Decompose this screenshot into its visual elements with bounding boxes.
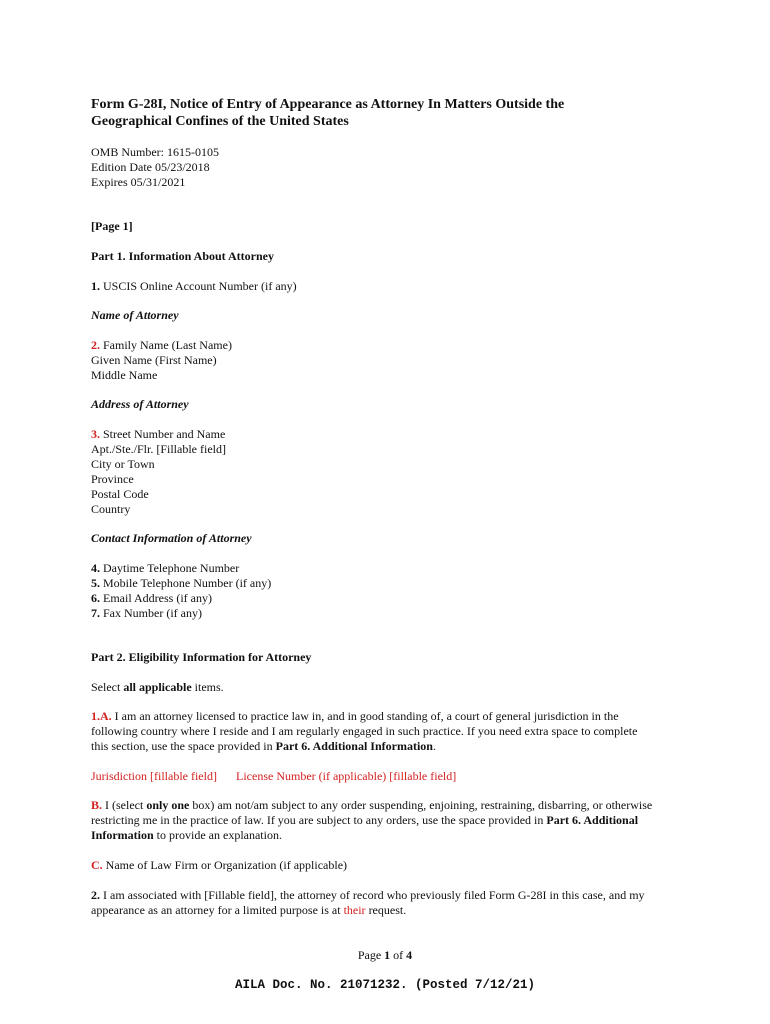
item-label: Email Address (if any) <box>100 591 212 605</box>
item-number: 7. <box>91 606 100 620</box>
part2-heading: Part 2. Eligibility Information for Attorney <box>91 650 312 664</box>
name-of-attorney-heading: Name of Attorney <box>91 308 179 322</box>
item5-mobile-phone[interactable] <box>91 576 271 591</box>
item1c-law-firm[interactable]: C. Name of Law Firm or Organization (if applicable) <box>91 858 348 872</box>
contact-information-heading: Contact Information of Attorney <box>91 531 252 545</box>
item1-online-account[interactable] <box>91 279 297 294</box>
item-number: 1. <box>91 279 100 293</box>
item-number: B. <box>91 798 103 812</box>
item-number: C. <box>91 858 103 872</box>
item-number: 2. <box>91 338 100 352</box>
item-label: Street Number and Name <box>100 427 226 441</box>
jurisdiction-field[interactable]: Jurisdiction [fillable field] <box>91 769 217 783</box>
item-label: Daytime Telephone Number <box>100 561 240 575</box>
item6-email[interactable] <box>91 591 212 606</box>
item7-fax[interactable] <box>91 606 202 621</box>
item1a-licensed-attorney[interactable]: 1.A. I am an attorney licensed to practice law in, and in good standing of, a court of general jurisdiction in the <box>91 709 619 723</box>
item1b-line-3: Information to provide an explanation. <box>91 828 282 842</box>
item-label: USCIS Online Account Number (if any) <box>100 279 297 293</box>
item1a-line-3: this section, use the space provided in Part 6. Additional Information. <box>91 739 436 753</box>
form-title-line-2: Geographical Confines of the United States <box>91 114 349 129</box>
form-title-line-1: Form G-28I, Notice of Entry of Appearance as Attorney In Matters Outside the <box>91 97 565 112</box>
item1b-line-2: restricting me in the practice of law. If you are subject to any orders, use the space provided in Part 6. Additional <box>91 813 639 827</box>
country-field[interactable]: Country <box>91 502 131 516</box>
item-label: Family Name (Last Name) <box>100 338 232 352</box>
part1-heading: Part 1. Information About Attorney <box>91 249 274 263</box>
aila-doc-footer: AILA Doc. No. 21071232. (Posted 7/12/21) <box>234 978 536 992</box>
city-field[interactable]: City or Town <box>91 457 155 471</box>
edition-date: Edition Date 05/23/2018 <box>91 160 210 174</box>
item2-associated-attorney[interactable]: 2. I am associated with [Fillable field], the attorney of record who previously filed Form G-28I in this case, and my <box>91 888 645 902</box>
license-number-field[interactable]: License Number (if applicable) [fillable field] <box>236 769 457 783</box>
item-number: 6. <box>91 591 100 605</box>
given-name-field[interactable]: Given Name (First Name) <box>91 353 217 367</box>
item-number: 5. <box>91 576 100 590</box>
item-number: 4. <box>91 561 100 575</box>
item1a-line-2: following country where I reside and I am regularly engaged in such practice. If you need extra space to complete <box>91 724 638 738</box>
address-of-attorney-heading: Address of Attorney <box>91 397 189 411</box>
select-instruction: Select all applicable items. <box>91 680 224 694</box>
apt-ste-flr-field[interactable]: Apt./Ste./Flr. [Fillable field] <box>91 442 226 456</box>
page-marker: [Page 1] <box>91 219 133 233</box>
item2-line-2: appearance as an attorney for a limited purpose is at their request. <box>91 903 407 917</box>
expiration-date: Expires 05/31/2021 <box>91 175 186 189</box>
item-number: 2. <box>91 888 100 902</box>
item1b-discipline[interactable]: B. I (select only one box) am not/am subject to any order suspending, enjoining, restraining, disbarring, or otherwise <box>91 798 653 812</box>
item3-street[interactable] <box>91 427 225 442</box>
province-field[interactable]: Province <box>91 472 134 486</box>
item-label: Fax Number (if any) <box>100 606 202 620</box>
middle-name-field[interactable]: Middle Name <box>91 368 158 382</box>
item-number: 1.A. <box>91 709 112 723</box>
item-label: Mobile Telephone Number (if any) <box>100 576 272 590</box>
item-number: 3. <box>91 427 100 441</box>
omb-number: OMB Number: 1615-0105 <box>91 145 219 159</box>
page-number: Page 1 of 4 <box>357 948 413 962</box>
item2-family-name[interactable] <box>91 338 232 353</box>
item4-daytime-phone[interactable] <box>91 561 239 576</box>
postal-code-field[interactable]: Postal Code <box>91 487 149 501</box>
